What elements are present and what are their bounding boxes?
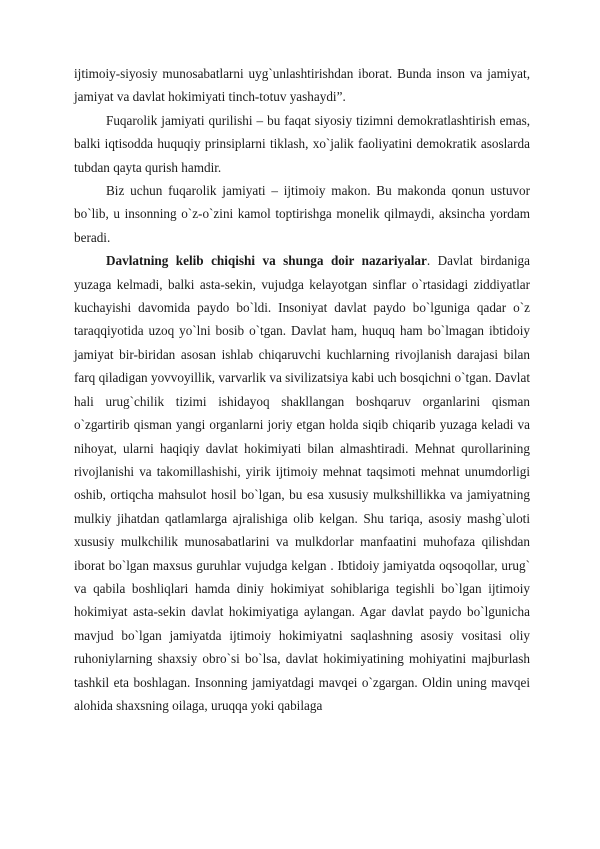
document-body: [74, 62, 530, 717]
paragraph-state-origin: [74, 249, 530, 717]
section-heading: Davlatning kelib chiqishi va shunga doir nazariyalar: [106, 253, 427, 269]
paragraph-social-space: Biz uchun fuqarolik jamiyati – ijtimoiy makon. Bu makonda qonun ustuvor bo`lib, u insonning o`z-o`zini kamol toptirishga monelik qilmaydi, aksincha yordam beradi.: [74, 183, 530, 245]
paragraph-continuation: ijtimoiy-siyosiy munosabatlarni uyg`unlashtirishdan iborat. Bunda inson va jamiyat, jamiyat va davlat hokimiyati tinch-totuv yashaydi”.: [74, 66, 530, 105]
paragraph-civil-society-construction: Fuqarolik jamiyati qurilishi – bu faqat siyosiy tizimni demokratlashtirish emas, balki iqtisodda huquqiy prinsiplarni tiklash, xo`jalik faoliyatini demokratik asoslarda tubdan qayta qurish hamdir.: [74, 112, 530, 175]
paragraph-state-origin-text: . Davlat birdaniga yuzaga kelmadi, balki asta-sekin, vujudga kelayotgan sinflar o`rtasidagi ziddiyatlar kuchayishi davomida paydo bo`ldi. Insoniyat davlat paydo bo`lguniga qadar o`z taraqqiyotida uzoq yo`lni bosib o`tgan. Davlat ham, huquq ham bo`lmagan ibtidoiy jamiyat bir-biridan asosan ishlab chiqaruvchi kuchlarning rivojlanish darajasi bilan farq qiladigan yovvoyillik, varvarlik va sivilizatsiya kabi uch bosqichni o`tgan. Davlat hali urug`chilik tizimi ishidayoq shakllangan boshqaruv organlarini qisman o`zgartirib qisman yangi organlarni joriy etgan holda siqib chiqarib yuzaga keladi va nihoyat, ularni haqiqiy davlat hokimiyati bilan almashtiradi. Mehnat qurollarining rivojlanishi va takomillashishi, yirik ijtimoiy mehnat taqsimoti mehnat unumdorligi oshib, ortiqcha mahsulot hosil bo`lgan, bu esa xususiy mulkshillikka va jamiyatning mulkiy jihatdan qatlamlarga ajralishiga olib kelgan. Shu tariqa, asosiy mashg`uloti xususiy mulkchilik munosabatlarini va mulkdorlar manfaatini muhofaza qilishdan iborat bo`lgan maxsus guruhlar vujudga kelgan . Ibtidoiy jamiyatda oqsoqollar, urug` va qabila boshliqlari hamda diniy hokimiyat sohiblariga tegishli bo`lgan ijtimoiy hokimiyat asta-sekin davlat hokimiyatiga aylangan. Agar davlat paydo bo`lgunicha mavjud bo`lgan jamiyatda ijtimoiy hokimiyatni saqlashning asosiy vositasi oliy ruhoniylarning shaxsiy obro`si bo`lsa, davlat hokimiyatining mohiyatini majburlash tashkil eta boshlagan. Insonning jamiyatdagi mavqei o`zgargan. Oldin uning mavqei alohida shaxsning oilaga, uruqqa yoki qabilaga: [74, 253, 530, 713]
